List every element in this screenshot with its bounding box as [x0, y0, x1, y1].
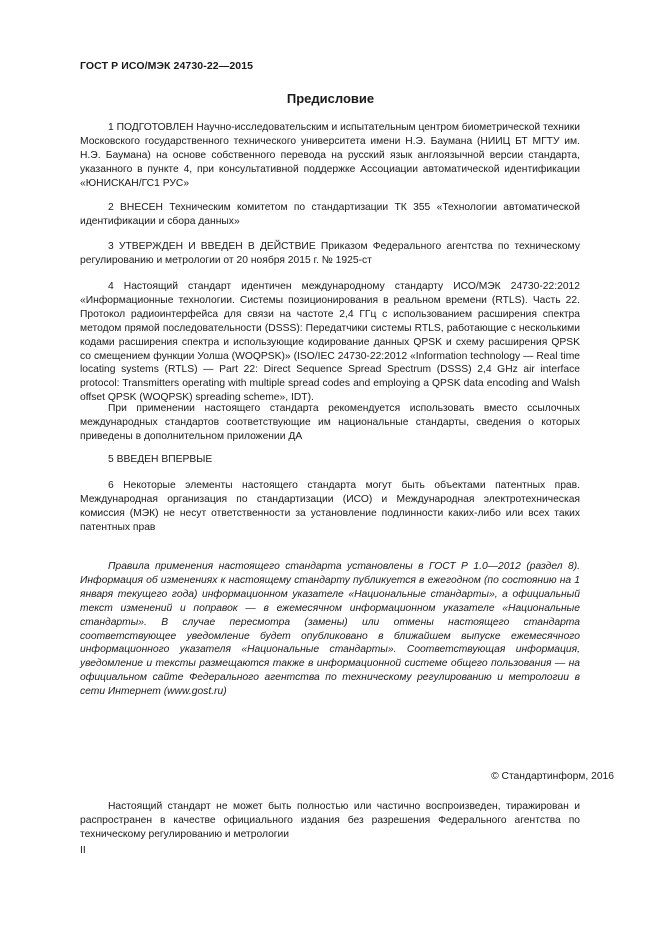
paragraph-patent-rights: 6 Некоторые элементы настоящего стандарта могут быть объектами патентных прав. Международная организация по стандартизации (ИСО) и Международная электротехническая комиссия (МЭК) не несут ответственности за установление подлинности каких-либо или всех таких патентных прав — [80, 480, 580, 533]
standard-code-header: ГОСТ Р ИСО/МЭК 24730-22—2015 — [80, 60, 254, 72]
paragraph-approved: 3 УТВЕРЖДЕН И ВВЕДЕН В ДЕЙСТВИЕ Приказом Федерального агентства по техническому регулированию и метрологии от 20 ноября 2015 г. № 1925-ст — [80, 241, 580, 266]
reproduction-notice: Настоящий стандарт не может быть полностью или частично воспроизведен, тиражирован и распространен в качестве официального издания без разрешения Федерального агентства по техническому регулированию и метрологии — [80, 801, 580, 840]
paragraph-prepared-by: 1 ПОДГОТОВЛЕН Научно-исследовательским и испытательным центром биометрической техники Московского государственного технического университета имени Н.Э. Баумана (НИИЦ БТ МГТУ им. Н.Э. Баумана) на основе собственного перевода на русский язык англоязычной версии стандарта, указанного в пункте 4, при консультативной поддержке Ассоциации автоматической идентификации «ЮНИСКАН/ГС1 РУС» — [80, 122, 580, 189]
page-number: II — [80, 845, 86, 856]
paragraph-introduced-by: 2 ВНЕСЕН Техническим комитетом по стандартизации ТК 355 «Технологии автоматической идентификации и сбора данных» — [80, 202, 580, 227]
paragraph-introduced-first: 5 ВВЕДЕН ВПЕРВЫЕ — [108, 454, 213, 465]
page-title: Предисловие — [286, 91, 375, 106]
copyright-line: © Стандартинформ, 2016 — [491, 771, 614, 782]
application-rules-notice: Правила применения настоящего стандарта установлены в ГОСТ Р 1.0—2012 (раздел 8). Информация об изменениях к настоящему стандарту публикуется в ежегодном (по состоянию на 1 января текущего года) информационном указателе «Национальные стандарты», а официальный текст изменений и поправок — в ежемесячном информационном указателе «Национальные стандарты». В случае пересмотра (замены) или отмены настоящего стандарта соответствующее уведомление будет опубликовано в ближайшем выпуске ежемесячного информационного указателя «Национальные стандарты». Соответствующая информация, уведомление и тексты размещаются также в информационной системе общего пользования — на официальном сайте Федерального агентства по техническому регулированию и метрологии в сети Интернет (www.gost.ru) — [80, 561, 580, 698]
paragraph-reference-standards: При применении настоящего стандарта рекомендуется использовать вместо ссылочных международных стандартов соответствующие им национальные стандарты, сведения о которых приведены в дополнительном приложении ДА — [80, 403, 580, 442]
paragraph-identical-standard: 4 Настоящий стандарт идентичен международному стандарту ИСО/МЭК 24730-22:2012 «Информационные технологии. Системы позиционирования в реальном времени (RTLS). Часть 22. Протокол радиоинтерфейса для связи на частоте 2,4 ГГц с использованием расширения спектра методом прямой последовательности (DSSS): Передатчики системы RTLS, работающие с несколькими кодами расширения спектра и использующие кодирование данных QPSK и схему расширения QPSK со смещением функции Уолша (WOQPSK)» (ISO/IEC 24730-22:2012 «Information technology — Real time locating systems (RTLS) — Part 22: Direct Sequence Spread Spectrum (DSSS) 2,4 GHz air interface protocol: Transmitters operating with multiple spread codes and employing a QPSK data encoding and Walsh offset QPSK (WOQPSK) spreading scheme», IDT). — [80, 281, 580, 404]
